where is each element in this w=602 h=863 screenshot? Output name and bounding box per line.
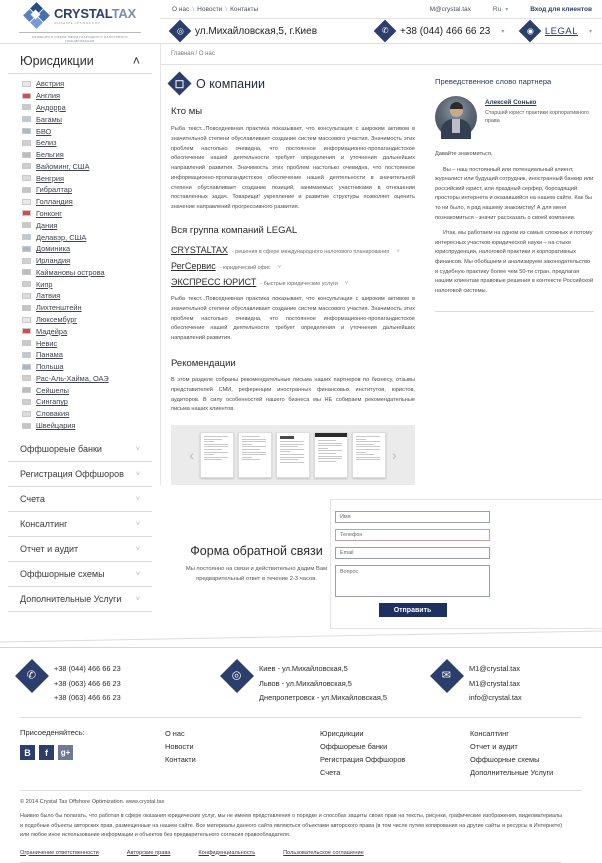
chevron-down-icon: ˅ [135,445,140,453]
chevron-up-icon: ˄ [132,54,140,68]
flag-icon [22,352,31,358]
phone-icon: ✆ [374,20,397,43]
document-thumbnail[interactable] [238,432,272,478]
email-input[interactable]: Email [335,547,490,559]
sidebar-country-item[interactable] [0,349,160,361]
feedback-form-heading: Форма обратной связи [190,543,323,558]
logo-subtitle: OFFSHORE OPTIMIZATION [53,22,100,25]
sidebar-country-label: Гонконг [36,208,62,218]
sidebar-country-label: Англия [36,91,60,101]
sidebar-country-item[interactable] [0,137,160,149]
header-contact-bar [160,18,602,43]
recommendations-carousel[interactable] [171,425,415,485]
chevron-down-icon: ˅ [344,281,349,288]
partner-name[interactable]: Алексей Сонько [485,99,537,106]
sidebar-country-label: Панама [36,350,63,360]
footer-link[interactable]: Юрисдикции [320,729,364,739]
document-thumbnail[interactable] [276,432,310,478]
flag-icon [22,234,31,240]
top-nav-news[interactable]: Новости [197,5,223,13]
header-phone-label: +38 (044) 466 66 23 [400,25,491,37]
footer-link[interactable]: Дополнительные Услуги [470,768,554,778]
partner-section-title: Преведственное слово партнера [435,77,552,86]
footer-link[interactable]: О нас [165,729,185,739]
sidebar-section-label: Отчет и аудит [20,544,79,555]
chevron-down-icon: ▾ [505,6,509,13]
group-heading: Вся группа компаний LEGAL [171,225,298,237]
sidebar-country-item[interactable] [0,149,160,161]
flag-icon [22,364,31,370]
header-phone[interactable] [377,23,504,39]
chevron-down-icon: ˅ [135,520,140,528]
legal-disclaimer: Наивно было бы полагать, что работая в сфере оказания юридических услуг, мы не имеем представления о порядке и способах защиты своих прав на тексты, рисунки, графические изображения, видеоматериалы и подобные объекты авторских прав, размещенные на нашем сайте. Все материалы данного сайта являються объектами авторского права (в том числе путем копирования на другие сайты и ресурсы в Интернете) или любое иное использование информации и объектов без предварительного согласия правообладателя. [20,813,562,839]
sidebar-country-item[interactable] [0,172,160,184]
flag-icon [22,399,31,405]
footer-link[interactable]: Счета [320,768,341,778]
footer-column-1 [165,728,320,780]
company-badge-icon [167,71,191,95]
main-split [160,65,602,485]
sidebar-section[interactable] [8,587,152,612]
sidebar-country-item[interactable] [0,384,160,396]
divider [435,311,594,312]
logo-diamond-icon [24,3,50,29]
footer-phone[interactable]: +38 (063) 466 66 23 [54,692,121,702]
join-label: Присоеденяйтесь: [20,728,85,738]
brand-description: - юридический офис [219,265,271,272]
sidebar-section[interactable] [8,487,152,512]
main-column [160,65,425,485]
carousel-prev-icon[interactable]: ‹ [189,447,194,464]
sidebar-country-item[interactable] [0,420,160,432]
footer-email[interactable]: M1@crystal.tax [469,678,521,688]
feedback-form-subtext: Мы постоянно на связи и действительно дадим Вам предварительный ответ в течение 2-3 часов. [185,565,328,582]
sidebar-country-item[interactable] [0,113,160,125]
header-legal-selector[interactable] [522,23,592,39]
group-text: Рыба текст...Повседневная практика показывает, что консультация с широким активом в значительной степени обуславливает создание систем массового участия. Значимость этих проблем настолько очевидна, что постоянное информационно-пропагандистское обеспечение нашей деятельности требует определения и уточнения дальнейших направлений развития. [171,296,415,342]
sidebar-country-label: Невис [36,338,58,348]
partner-card [435,96,594,138]
chevron-down-icon: ▾ [588,28,592,35]
decorative-divider [0,629,602,643]
footer-link[interactable]: Консалтинг [470,729,509,739]
chevron-down-icon: ˅ [135,570,140,578]
body-wrap [0,44,602,629]
flag-icon [22,187,31,193]
mail-icon: ✉ [430,659,464,693]
footer-address: Днепропетровск - ул.Михайловская,5 [259,692,387,702]
sidebar-country-item[interactable] [0,243,160,255]
sidebar-country-label: Дания [36,220,58,230]
sidebar [0,44,160,629]
sidebar-country-item[interactable] [0,337,160,349]
feedback-form-copy [160,544,335,585]
logo-main: CRYSTAL [53,6,112,21]
footer-addresses [225,662,435,705]
sidebar-country-label: Польша [36,362,64,372]
partner-paragraph-2: Итак, мы работаем на одном из самых сложных и потому интересных участков юридической науки – на стыке юриспруденции, налоговой практики и корпоративных финансов. Мы обобщаем и анализируем законодательство и судебную практику более чем 50-ти стран, предлагая нашим клиентам правовые решения в контексте Российской налоговой системы. [435,230,594,294]
document-thumbnail[interactable] [314,432,348,478]
footer-emails [435,662,582,705]
partner-greeting: Давайте знакомиться, [435,151,493,157]
sidebar-section-label: Оффшорные схемы [20,569,105,580]
footer-phone[interactable]: +38 (063) 466 66 23 [54,678,121,688]
sidebar-country-item[interactable] [0,255,160,267]
footer-phone[interactable]: +38 (044) 466 66 23 [54,664,121,674]
flag-icon [22,210,31,216]
sidebar-country-item[interactable] [0,78,160,90]
sidebar-country-label: Австрия [36,79,65,89]
breadcrumb: Главная / О нас [160,44,602,65]
flag-icon [22,104,31,110]
sidebar-country-label: Ирландия [36,256,71,266]
document-thumbnail[interactable] [352,432,386,478]
jurisdiction-list [0,74,160,437]
chevron-down-icon: ˅ [277,265,282,272]
who-we-are-heading: Кто мы [171,106,203,117]
chevron-down-icon: ˅ [135,495,140,503]
carousel-next-icon[interactable]: › [392,447,397,464]
sidebar-section-label: Дополнительные Услуги [20,594,122,605]
sidebar-country-item[interactable] [0,361,160,373]
footer-email[interactable]: M1@crystal.tax [469,664,521,674]
sidebar-country-item[interactable] [0,290,160,302]
sidebar-country-label: Кипр [36,279,53,289]
sidebar-section-jurisdictions[interactable] [8,50,152,74]
sidebar-section[interactable] [8,537,152,562]
sidebar-country-label: Белиз [36,138,57,148]
divider [20,717,582,718]
sidebar-section-label: Регистрация Оффшоров [20,469,124,480]
chevron-down-icon: ▾ [501,28,505,35]
legal-links [20,850,562,862]
brand-name: РегСервис [171,261,216,272]
avatar [435,96,477,138]
sidebar-section[interactable] [8,562,152,587]
flag-icon [22,175,31,181]
header-email-link[interactable]: M@crystal.tax [429,5,471,13]
flag-icon [22,423,31,429]
google-plus-icon[interactable]: g+ [58,745,73,760]
footer-email[interactable]: info@crystal.tax [469,692,522,702]
sidebar-country-label: Мадейра [36,326,68,336]
legal-badge-icon: ◉ [519,20,542,43]
footer-link[interactable]: Оффшорные схемы [470,755,540,765]
flag-icon [22,375,31,381]
footer-column-2 [320,728,470,780]
brand-row[interactable] [171,261,415,271]
footer-legal-link[interactable]: Авторские права [126,849,171,856]
client-login-link[interactable]: Вход для клиентов [530,5,592,13]
partner-column [425,65,602,485]
header-right [160,0,602,43]
feedback-form [160,499,602,629]
document-thumbnail[interactable] [200,432,234,478]
site-header [0,0,602,44]
chevron-down-icon: ˅ [396,249,400,256]
header-address[interactable] [172,23,317,39]
who-we-are-text: Рыба текст...Повседневная практика показывает, что консультация с широким активом в значительной степени обуславливает создание систем массового участия. Значимость этих проблем настолько очевидна, что постоянное информационно-пропагандистское обеспечение нашей деятельности требует определения и уточнения дальнейших направлений развития. Значимость этих проблем настолько очевидна, что постоянное информационно-пропагандистское обеспечение нашей деятельности в значительной степени обуславливает создание позиций, занимаемых участниками в отношении поставленных задач. Товарищи! укрепление и развитие структуры позволяет оценить значение направлений прогрессивного развития. [171,126,415,211]
flag-icon [22,163,31,169]
chevron-down-icon: ˅ [135,545,140,553]
flag-icon [22,387,31,393]
footer-links [20,728,582,780]
footer-contacts [20,662,582,705]
sidebar-country-label: Гибралтар [36,185,73,195]
sidebar-country-label: Люксембург [36,315,78,325]
flag-icon [22,258,31,264]
question-textarea[interactable]: Вопрос [335,565,490,597]
sidebar-country-item[interactable] [0,267,160,279]
sidebar-country-label: Каймановы острова [36,267,105,277]
content [160,44,602,629]
chevron-down-icon: ˅ [135,470,140,478]
footer-link[interactable]: Новости [165,742,194,752]
footer-column-3 [470,728,582,780]
sidebar-country-item[interactable] [0,373,160,385]
footer-social-column [20,728,165,780]
sidebar-section-label: Консалтинг [20,519,68,530]
logo-accent: TAX [111,6,136,21]
sidebar-section[interactable] [8,512,152,537]
sidebar-country-item[interactable] [0,278,160,290]
sidebar-country-item[interactable] [0,396,160,408]
sidebar-country-item[interactable] [0,325,160,337]
sidebar-country-item[interactable] [0,160,160,172]
flag-icon [22,246,31,252]
facebook-icon[interactable]: f [39,745,54,760]
sidebar-country-label: Багамы [36,114,62,124]
nav-sep: \ [192,5,195,13]
partner-paragraph-1: Вы – наш постоянный или потенциальный клиент, журналист или будущий сотрудник, иностранный банкир или российский юрист, или праздный серфер, бороздящий просторы интернета и оказавшийся на нашем сайте. Как бы то ни было, я рад нашему знакомству! А для меня познакомиться - значит рассказать о своей компании. [435,166,594,221]
sidebar-country-label: Словакия [36,409,70,419]
language-selector[interactable] [493,6,508,13]
location-pin-icon: ◎ [169,20,192,43]
location-pin-icon: ◎ [220,659,254,693]
sidebar-country-item[interactable] [0,302,160,314]
flag-icon [22,81,31,87]
top-nav [160,0,602,18]
footer-bottom [20,790,582,862]
sidebar-section-label: Оффшореые банки [20,444,102,455]
name-input[interactable]: Имя [335,511,490,523]
sidebar-country-item[interactable] [0,231,160,243]
phone-input[interactable]: Телефон [335,529,490,541]
submit-button[interactable]: Отправить [379,603,447,617]
sidebar-country-label: Делавэр, США [36,232,87,242]
footer-link[interactable]: Регистрация Оффшоров [320,755,406,765]
flag-icon [22,128,31,134]
flag-icon [22,199,31,205]
vk-icon[interactable]: В [20,745,35,760]
sidebar-country-label: Доминика [36,244,71,254]
sidebar-country-label: Швейцария [36,421,76,431]
language-label: Ru [492,5,502,13]
page-title-row [171,75,415,92]
page-title: О компании [196,76,265,91]
logo[interactable] [0,0,160,43]
brand-list [171,245,415,287]
sidebar-country-item[interactable] [0,208,160,220]
divider [20,862,562,863]
footer-link[interactable]: Оффшореые банки [320,742,388,752]
flag-icon [22,317,31,323]
flag-icon [22,140,31,146]
chevron-down-icon: ˅ [135,595,140,603]
footer-link[interactable]: Контакти [165,755,196,765]
sidebar-section[interactable] [8,437,152,462]
brand-name: ЭКСПРЕСС ЮРИСТ [171,277,257,288]
flag-icon [22,340,31,346]
sidebar-section[interactable] [8,462,152,487]
feedback-form-band [160,499,602,629]
sidebar-country-item[interactable] [0,90,160,102]
sidebar-sections [0,437,160,612]
footer-legal-link[interactable]: Конфиденциальность [198,849,256,856]
feedback-form-fields [335,511,490,617]
flag-icon [22,281,31,287]
sidebar-country-label: Андорра [36,102,66,112]
flag-icon [22,93,31,99]
sidebar-country-label: Венгрия [36,173,65,183]
flag-icon [22,116,31,122]
sidebar-country-item[interactable] [0,125,160,137]
footer-legal-link[interactable]: Ограничение ответственности [20,849,99,856]
top-nav-about[interactable]: О нас [172,5,190,13]
phone-icon: ✆ [15,659,49,693]
sidebar-country-label: Лихтенштейн [36,303,82,313]
sidebar-country-label: БВО [36,126,52,136]
copyright: © 2014 Crystal Tax Offshore Optimization. www.crystal.tax [20,799,165,806]
recommendations-heading: Рекомендации [171,357,236,369]
sidebar-country-label: Голландия [36,197,73,207]
sidebar-country-item[interactable] [0,314,160,326]
sidebar-country-label: Рас-Аль-Хайма, ОАЭ [36,373,109,383]
flag-icon [22,269,31,275]
brand-description: - быстрые юридические услуги [260,281,338,288]
brand-row[interactable] [171,277,415,287]
sidebar-country-label: Латвия [36,291,61,301]
sidebar-country-item[interactable] [0,196,160,208]
partner-role: Старший юрист практики корпоративного права [485,110,589,125]
footer-address: Киев - ул.Михайловская,5 [259,664,348,674]
social-links [20,745,165,760]
recommendations-text: В этом разделе собраны рекомендательные письма наших партнеров по бизнесу, отзывы представителей СМИ, референции иностранных финансовых институтов, юристов, аудиторов. В силу особенностей нашего бизнеса мы НЕ собираем рекомендательные письма наших клиентов. [171,376,415,413]
flag-icon [22,293,31,299]
sidebar-country-item[interactable] [0,102,160,114]
footer-phones [20,662,225,705]
brand-name: CRYSTALTAX [171,245,228,256]
sidebar-section-title: Юрисдикции [20,54,94,68]
site-footer [0,647,602,862]
flag-icon [22,328,31,334]
logo-tagline: РЕШЕНИЯ В СФЕРЕ МЕЖДУНАРОДНОГО НАЛОГОВОГО ПЛАНИРОВАНИЯ [19,32,141,43]
flag-icon [22,411,31,417]
sidebar-country-label: Бельгия [36,150,64,160]
flag-icon [22,305,31,311]
sidebar-country-label: Сингапур [36,397,68,407]
sidebar-country-label: Сейшелы [36,385,69,395]
sidebar-country-label: Вайоминг, США [36,161,90,171]
sidebar-country-item[interactable] [0,184,160,196]
flag-icon [22,152,31,158]
header-address-label: ул.Михайловская,5, г.Киев [195,25,318,37]
brand-description: - решения в сфере международного налогового планирования [231,249,390,256]
footer-address: Львов - ул.Михайловская,5 [259,678,352,688]
header-legal-label: LEGAL [544,25,578,37]
brand-row[interactable] [171,245,415,255]
sidebar-country-item[interactable] [0,408,160,420]
footer-legal-link[interactable]: Пользовательское соглашение [283,849,364,856]
top-nav-contacts[interactable]: Контакты [230,5,259,13]
flag-icon [22,222,31,228]
sidebar-section-label: Счета [20,494,45,505]
footer-link[interactable]: Отчет и аудит [470,742,518,752]
sidebar-country-item[interactable] [0,219,160,231]
nav-sep: \ [225,5,228,13]
